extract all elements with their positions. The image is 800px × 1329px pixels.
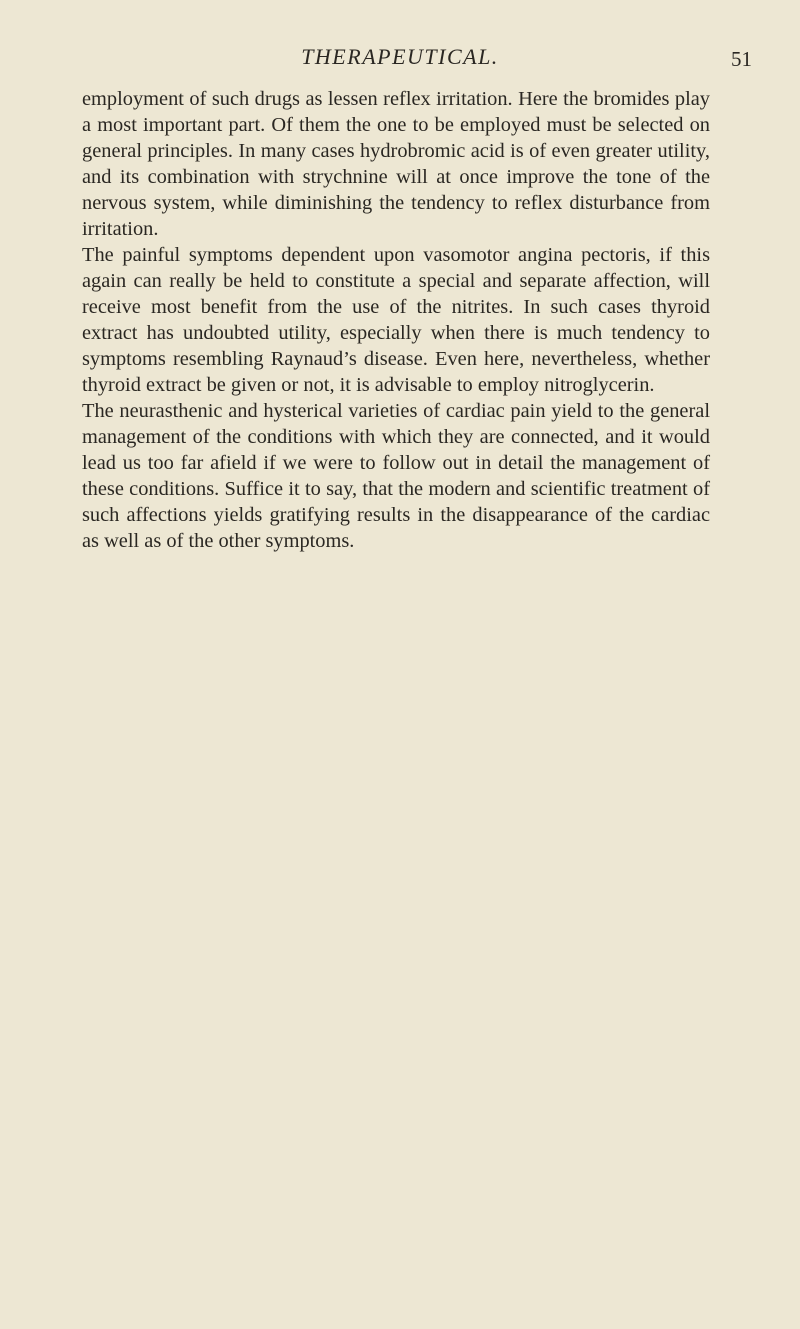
paragraph-2: The painful symptoms dependent upon vasomotor angina pectoris, if this again can really be held to constitute a special and separate affection, will receive most benefit from the use of the nitrites. In such cases thyroid extract has undoubted utility, especially when there is much tendency to symptoms resembling Raynaud’s disease. Even here, nevertheless, whether thyroid extract be given or not, it is advisable to employ nitroglycerin. — [82, 244, 710, 396]
body-text — [82, 86, 710, 554]
paragraph-1: employment of such drugs as lessen reflex irritation. Here the bromides play a most important part. Of them the one to be employed must be selected on general principles. In many cases hydrobromic acid is of even greater utility, and its combination with strychnine will at once improve the tone of the nervous system, while diminishing the tendency to reflex disturbance from irritation. — [82, 88, 710, 240]
running-head — [0, 42, 800, 72]
running-title: THERAPEUTICAL. — [301, 44, 499, 69]
paragraph-3: The neurasthenic and hysterical varieties of cardiac pain yield to the general management of the conditions with which they are connected, and it would lead us too far afield if we were to follow out in detail the management of these conditions. Suffice it to say, that the modern and scientific treatment of such affections yields gratifying results in the disappearance of the cardiac as well as of the other symptoms. — [82, 400, 710, 552]
page-number: 51 — [731, 47, 752, 71]
